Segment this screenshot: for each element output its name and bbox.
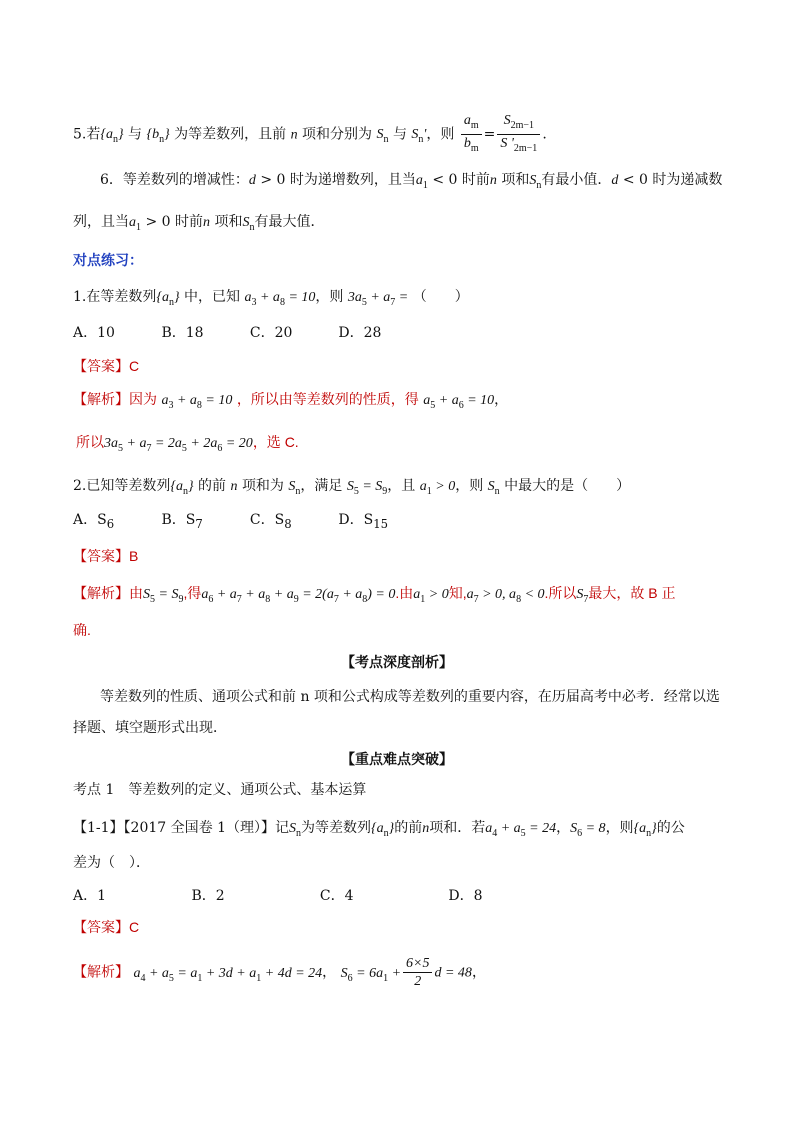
q2-option-c[interactable]: C．$S_8$ xyxy=(249,512,292,531)
q2-analysis-1: 【解析】由$S_5 = S_9$,得$a_6 + a_7 + a_8 + a_9 = 2(a_7 + a_8) = 0$.由$a_1 > 0$知$,a_7 > 0$, $a_8 < 0$.所以$S_7$最大，故 B 正 xyxy=(73,585,676,605)
property-5: 5.若$\{a_n\}$ 与 $\{b_n\}$ 为等差数列，且前 n 项和分别为 $S_n$ 与 $S_n'$，则 $\frac{a_m}{b_m}$ = $\frac{S_{2m-1}}{S '_{2m-1}}$ . xyxy=(73,112,734,157)
q3-option-a[interactable]: A．1 xyxy=(73,888,107,904)
q2-stem: 2.已知等差数列$\{a_n\}$ 的前 n 项和为 $S_n$，满足 $S_5 = S_9$，且 $a_1 > 0$，则 $S_n$ 中最大的是（ ） xyxy=(73,478,631,497)
q1-analysis-2: 所以$3a_5 + a_7 = 2a_5 + 2a_6 = 20$，选 C. xyxy=(76,434,299,454)
q1-option-a[interactable]: A．10 xyxy=(73,325,115,341)
practice-heading: 对点练习： xyxy=(73,252,143,268)
q2-answer: 【答案】B xyxy=(73,548,139,564)
q3-option-b[interactable]: B．2 xyxy=(191,888,225,904)
section-title-breakthrough: 【重点难点突破】 xyxy=(341,752,453,768)
ratio-s-sprime: $\frac{S_{2m-1}}{S '_{2m-1}}$ xyxy=(497,112,540,157)
q3-analysis: 【解析】 $a_4 + a_5 = a_1 + 3d + a_1 + 4d = 24$， $S_6 = 6a_1$ + $\frac{6\times 5}{2}$ d = 48， xyxy=(73,956,486,989)
q1-stem: 1.在等差数列$\{a_n\}$ 中，已知 $a_3 + a_8 = 10$，则 $3a_5 + a_7$ = （ ） xyxy=(73,289,469,308)
q3-stem-1: 【1-1】【2017 全国卷 1（理）】记$S_n$为等差数列$\{a_n\}$的前n项和．若$a_4 + a_5 = 24$，$S_6 = 8$，则$\{a_n\}$的公 xyxy=(73,820,685,839)
q3-answer: 【答案】C xyxy=(73,919,140,935)
q1-answer: 【答案】C xyxy=(73,358,140,374)
section-title-analysis: 【考点深度剖析】 xyxy=(341,655,453,671)
section1-body-1: 等差数列的性质、通项公式和前 n 项和公式构成等差数列的重要内容，在历届高考中必考．经常以选 xyxy=(100,689,720,705)
kaodian-1: 考点 1 等差数列的定义、通项公式、基本运算 xyxy=(73,782,367,798)
q2-option-a[interactable]: A．$S_6$ xyxy=(73,512,115,531)
q3-stem-2: 差为（ ）． xyxy=(73,855,150,871)
q2-options xyxy=(73,510,734,534)
set-a: $\{a_n\}$ xyxy=(100,127,124,146)
q3-option-d[interactable]: D．8 xyxy=(448,888,483,904)
q1-options xyxy=(73,323,734,343)
property-6-line2: 列，且当$a_1 > 0$ 时前n 项和$S_n$有最大值． xyxy=(73,214,325,233)
q3-options xyxy=(73,886,734,906)
q1-option-c[interactable]: C．20 xyxy=(249,325,293,341)
q1-option-b[interactable]: B．18 xyxy=(161,325,204,341)
q1-option-d[interactable]: D．28 xyxy=(338,325,382,341)
property-6-line1: 6．等差数列的增减性：d > 0 时为递增数列，且当$a_1 < 0$ 时前n 项和$S_n$有最小值．d < 0 时为递减数 xyxy=(100,172,723,191)
section1-body-2: 择题、填空题形式出现． xyxy=(73,720,227,736)
q1-analysis-1: 【解析】因为 $a_3 + a_8 = 10$ ，所以由等差数列的性质，得 $a_5 + a_6 = 10$， xyxy=(73,391,509,411)
q3-option-c[interactable]: C．4 xyxy=(319,888,354,904)
q2-analysis-2: 确. xyxy=(73,622,91,638)
q2-option-d[interactable]: D．$S_{15}$ xyxy=(338,512,389,531)
q2-option-b[interactable]: B．$S_7$ xyxy=(161,512,203,531)
set-b: $\{b_n\}$ xyxy=(146,127,170,146)
ratio-am-bm: $\frac{a_m}{b_m}$ xyxy=(461,112,482,157)
